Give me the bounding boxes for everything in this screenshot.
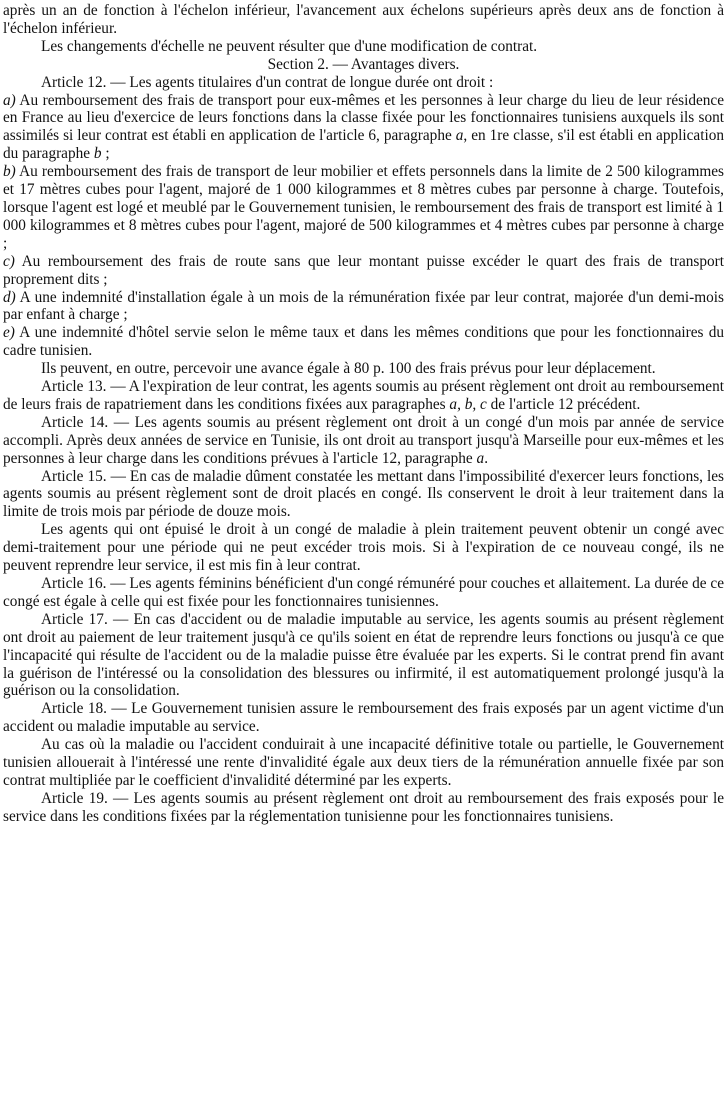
text-run: ; [101,145,110,163]
paragraph [3,253,724,289]
text-run: A une indemnité d'hôtel servie selon le même taux et dans les mêmes conditions que pour les fonctionnaires du cadre tunisien. [3,324,724,360]
text-run: Les agents qui ont épuisé le droit à un congé de maladie à plein traitement peuvent obtenir un congé avec demi-traitement pour une période qui ne peut excéder trois mois. Si à l'expiration de ce nouveau congé, ils ne peuvent reprendre leur service, il est mis fin à leur contrat. [3,521,724,575]
paragraph [3,575,724,611]
text-run: Article 15. — En cas de maladie dûment constatée les mettant dans l'impossibilité d'exercer leurs fonctions, les agents soumis au présent règlement sont de droit placés en congé. Ils conservent le droit à leur traitement dans la limite de trois mois par période de douze mois. [3,467,724,521]
text-run: Les changements d'échelle ne peuvent résulter que d'une modification de contrat. [41,37,538,55]
italic-text: a [455,127,464,145]
paragraph [3,74,724,92]
section-heading [3,56,724,74]
text-run: Article 18. — Le Gouvernement tunisien assure le remboursement des frais exposés par un agent victime d'un accident ou maladie imputable au service. [3,700,724,736]
text-run: Article 14. — Les agents soumis au présent règlement ont droit à un congé d'un mois par année de service accompli. Après deux années de service en Tunisie, ils ont droit au transport jusqu'à Marseille pour eux-mêmes et les personnes à leur charge dans les conditions prévues à l'article 12, paragraphe [3,413,724,467]
text-run: Article 17. — En cas d'accident ou de maladie imputable au service, les agents soumis au présent règlement ont droit au paiement de leur traitement jusqu'à ce qu'ils soient en état de reprendre leurs fonctions ou jusqu'à ce que l'incapacité qui résulte de l'accident ou de la maladie puisse être évaluée par les experts. Si le contrat prend fin avant la guérison de l'intéressé ou la consolidation des blessures ou infirmité, il est automatiquement prolongé jusqu'à la guérison ou la consolidation. [3,610,724,700]
text-run: Au remboursement des frais de route sans que leur montant puisse excéder le quart des frais de transport proprement dits ; [3,252,724,288]
italic-text: b) [3,163,16,181]
text-run: Article 13. — A l'expiration de leur contrat, les agents soumis au présent règlement ont droit au remboursement de leurs frais de rapatriement dans les conditions fixées aux paragraphes [3,378,724,413]
italic-text: b [93,145,102,163]
text-run: Au cas où la maladie ou l'accident conduirait à une incapacité définitive totale ou partielle, le Gouvernement tunisien allouerait à l'intéressé une rente d'invalidité égale aux deux tiers de la rémunération annuelle fixée par son contrat multipliée par le coefficient d'invalidité déterminé par les experts. [3,736,724,789]
text-run: Au remboursement des frais de transport pour eux-mêmes et les personnes à leur charge du lieu de leur résidence en France au lieu d'exercice de leurs fonctions dans la classe fixée pour les fonctionnaires tunisiens auxquels ils sont assimilés si leur contrat est établi en application de l'article 6, paragraphe [3,91,724,145]
paragraph [3,611,724,701]
italic-text: a) [3,91,16,109]
italic-text: a, b, c [449,395,487,413]
text-run: après un an de fonction à l'échelon inférieur, l'avancement aux échelons supérieurs après deux ans de fonction à l'échelon inférieur. [3,2,724,37]
paragraph [3,468,724,522]
text-run: Article 16. — Les agents féminins bénéficient d'un congé rémunéré pour couches et allaitement. La durée de ce congé est égale à celle qui est fixée pour les fonctionnaires tunisiennes. [3,575,724,610]
paragraph [3,378,724,414]
text-run: A une indemnité d'installation égale à un mois de la rémunération fixée par leur contrat, majorée d'un demi-mois par enfant à charge ; [3,288,724,324]
paragraph [3,163,724,253]
text-run: Section 2. — Avantages divers. [267,55,460,73]
italic-text: d) [3,288,16,306]
paragraph [3,360,724,378]
text-run: Article 19. — Les agents soumis au présent règlement ont droit au remboursement des frais exposés pour le service dans les conditions fixées par la réglementation tunisienne pour les fonctionnaires tunisiens. [3,789,724,825]
text-run: , en 1re classe, s'il est établi en application du paragraphe [3,127,724,163]
paragraph [3,790,724,826]
paragraph [3,700,724,736]
text-run: Ils peuvent, en outre, percevoir une avance égale à 80 p. 100 des frais prévus pour leur déplacement. [41,360,656,378]
paragraph [3,2,724,38]
paragraph [3,521,724,575]
text-run: . [484,449,489,467]
italic-text: c) [3,252,15,270]
text-run: Article 12. — Les agents titulaires d'un contrat de longue durée ont droit : [41,73,494,91]
italic-text: e) [3,324,15,342]
text-run: Au remboursement des frais de transport de leur mobilier et effets personnels dans la limite de 2 500 kilogrammes et 17 mètres cubes pour l'agent, majoré de 1 000 kilogrammes et 8 mètres cubes par personne à charge. Toutefois, lorsque l'agent est logé et meublé par le Gouvernement tunisien, le remboursement des frais de transport est limité à 1 000 kilogrammes et 8 mètres cubes pour l'agent, majoré de 500 kilogrammes et 4 mètres cubes par personne à charge ; [3,163,724,252]
italic-text: a [476,449,485,467]
paragraph [3,414,724,468]
paragraph [3,289,724,325]
paragraph [3,736,724,790]
text-run: de l'article 12 précédent. [486,395,641,413]
paragraph [3,38,724,56]
paragraph [3,324,724,360]
paragraph [3,92,724,164]
